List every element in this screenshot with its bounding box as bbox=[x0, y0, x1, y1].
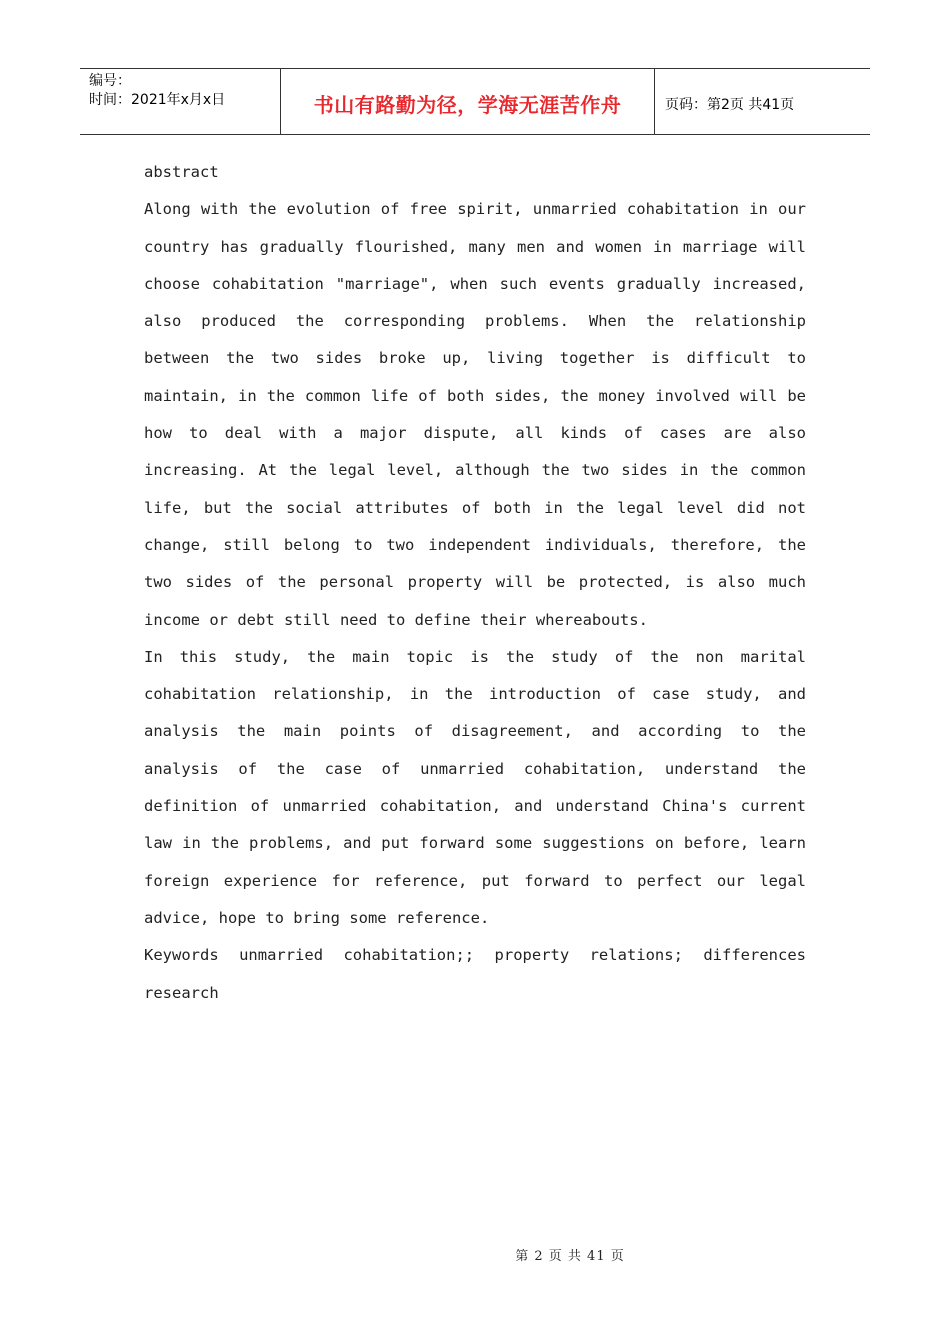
document-body bbox=[144, 154, 806, 1012]
page-footer: 第 2 页 共 41 页 bbox=[515, 1249, 625, 1264]
time-label: 时间：2021年x月x日 bbox=[89, 92, 226, 108]
header-page-info: 页码：第2页 共41页 bbox=[665, 96, 795, 113]
abstract-paragraph-2: In this study, the main topic is the study of the non marital cohabitation relationship, in the introduction of case study, and analysis the main points of disagreement, and according to the analysis of the case of unmarried cohabitation, understand the definition of unmarried cohabitation, and understand China's current law in the problems, and put forward some suggestions on before, learn foreign experience for reference, put forward to perfect our legal advice, hope to bring some reference. bbox=[144, 647, 806, 927]
keywords-continuation: research bbox=[144, 983, 219, 1002]
keywords-line: Keywords unmarried cohabitation;; property relations; differences bbox=[144, 946, 806, 965]
page-header bbox=[80, 68, 870, 135]
abstract-paragraph-1: Along with the evolution of free spirit, unmarried cohabitation in our country has gradually flourished, many men and women in marriage will choose cohabitation "marriage", when such events gradually increased, also produced the corresponding problems. When the relationship between the two sides broke up, living together is difficult to maintain, in the common life of both sides, the money involved will be how to deal with a major dispute, all kinds of cases are also increasing. At the legal level, although the two sides in the common life, but the social attributes of both in the legal level did not change, still belong to two independent individuals, therefore, the two sides of the personal property will be protected, is also much income or debt still need to define their whereabouts. bbox=[144, 200, 806, 629]
header-motto: 书山有路勤为径，学海无涯苦作舟 bbox=[281, 69, 655, 134]
abstract-heading: abstract bbox=[144, 163, 219, 181]
header-meta bbox=[80, 69, 281, 134]
number-label: 编号： bbox=[89, 73, 131, 89]
